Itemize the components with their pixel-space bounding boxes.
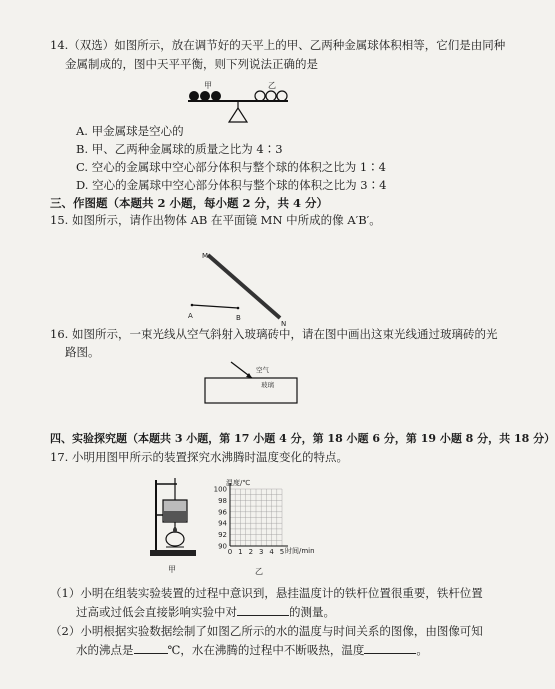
graph-x-axis-label: 时间/min xyxy=(285,547,315,555)
x-tick-label: 1 xyxy=(238,548,243,556)
q17-part2-line2 xyxy=(76,643,428,657)
object-label-b: B xyxy=(236,314,241,322)
q14-option-b: B. 甲、乙两种金属球的质量之比为 4∶3 xyxy=(76,142,283,156)
section4-heading: 四、实验探究题（本题共 3 小题，第 17 小题 4 分，第 18 小题 6 分，第 19 小题 8 分，共 18 分） xyxy=(50,432,555,445)
mirror-label-n: N xyxy=(281,320,287,328)
y-tick-label: 98 xyxy=(218,496,227,505)
blank-temperature-change[interactable] xyxy=(364,643,416,654)
x-tick-label: 4 xyxy=(269,548,274,556)
q14-option-d: D. 空心的金属球中空心部分体积与整个球的体积之比为 3∶4 xyxy=(76,178,387,192)
balance-label-yi: 乙 xyxy=(268,81,276,90)
section3-heading: 三、作图题（本题共 2 小题，每小题 2 分，共 4 分） xyxy=(50,196,329,210)
x-tick-label: 0 xyxy=(227,548,233,556)
mirror-label-m: M xyxy=(202,252,209,260)
y-tick-label: 100 xyxy=(213,485,227,494)
x-tick-label: 5 xyxy=(279,548,285,556)
q15-stem: 15. 如图所示，请作出物体 AB 在平面镜 MN 中所成的像 A′B′。 xyxy=(50,213,381,227)
medium-label-glass: 玻璃 xyxy=(261,381,274,389)
q17-part1-text-b: 的测量。 xyxy=(289,605,335,619)
graph-y-axis-label: 温度/℃ xyxy=(226,479,251,487)
x-tick-label: 2 xyxy=(248,548,254,556)
medium-label-air: 空气 xyxy=(256,366,269,374)
q16-stem-line2: 路图。 xyxy=(65,345,100,359)
y-tick-label: 96 xyxy=(218,508,227,517)
q14-stem-line2: 金属制成的，图中天平平衡，则下列说法正确的是 xyxy=(65,57,318,71)
q14-option-c: C. 空心的金属球中空心部分体积与整个球的体积之比为 1∶4 xyxy=(76,160,386,174)
q17-part1-line2 xyxy=(76,605,335,619)
blank-boiling-point[interactable] xyxy=(134,643,168,654)
q17-part2-line1: （2）小明根据实验数据绘制了如图乙所示的水的温度与时间关系的图像，由图像可知 xyxy=(50,624,483,638)
q17-part1-text-a: 过高或过低会直接影响实验中对 xyxy=(76,605,237,619)
caption-jia: 甲 xyxy=(168,565,176,574)
y-tick-label: 94 xyxy=(218,519,227,528)
q17-part2-text-b: ℃，水在沸腾的过程中不断吸热，温度 xyxy=(167,643,365,657)
x-tick-label: 3 xyxy=(258,548,264,556)
q16-stem-line1: 16. 如图所示，一束光线从空气斜射入玻璃砖中，请在图中画出这束光线通过玻璃砖的光 xyxy=(50,327,498,341)
q17-part1-line1: （1）小明在组装实验装置的过程中意识到，悬挂温度计的铁杆位置很重要，铁杆位置 xyxy=(50,586,483,600)
q14-stem-line1: 14.（双选）如图所示，放在调节好的天平上的甲、乙两种金属球体积相等，它们是由同种 xyxy=(50,38,506,52)
y-tick-label: 90 xyxy=(218,542,227,551)
q17-part2-text-a: 水的沸点是 xyxy=(76,643,134,657)
q14-option-a: A. 甲金属球是空心的 xyxy=(76,124,184,138)
object-label-a: A xyxy=(188,312,193,320)
caption-yi: 乙 xyxy=(255,567,263,576)
y-tick-label: 92 xyxy=(218,531,227,540)
q17-part2-text-c: 。 xyxy=(416,643,428,657)
blank-measured-quantity[interactable] xyxy=(237,605,289,616)
q17-stem: 17. 小明用图甲所示的装置探究水沸腾时温度变化的特点。 xyxy=(50,450,348,464)
balance-label-jia: 甲 xyxy=(204,81,212,90)
